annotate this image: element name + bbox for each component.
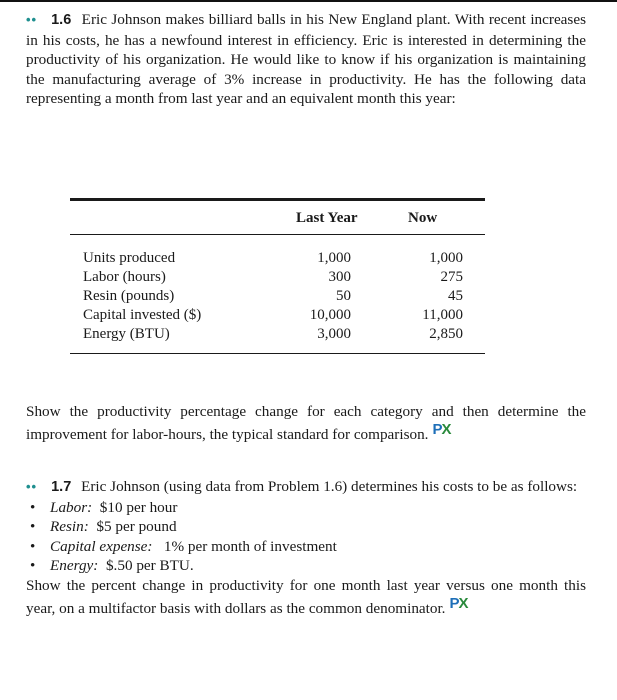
cost-term: Energy: [50,557,99,575]
cost-term: Capital expense: [50,537,153,555]
followup-paragraph [26,402,586,444]
cell-last-year: 1,000 [317,249,351,266]
cell-now: 45 [448,287,463,304]
problem-1-7-closing [26,576,586,618]
problem-1-7-intro-text: Eric Johnson (using data from Problem 1.6) determines his costs to be as follows: [81,478,578,495]
table-bottom-rule [70,353,485,355]
problem-1-6-text: Eric Johnson makes billiard balls in his New England plant. With recent increases in his costs, he has a newfound interest in efficiency. Eric is interested in determining the productivity of his organization. He would like to know if his organization is maintaining the manufacturing average of 3% increase in productivity. He has the following data representing a month from last year and an equivalent month this year: [26,11,586,108]
table-row [70,249,485,268]
followup-text: Show the productivity percentage change for each category and then determine the improvement for labor-hours, the typical standard for comparison. [26,403,586,443]
px-icon-p: P [449,594,460,612]
problem-1-6 [26,10,586,109]
column-header-last-year: Last Year [296,209,358,226]
cell-last-year: 10,000 [309,306,351,323]
px-icon-x: X [458,594,469,612]
cell-now: 275 [440,268,463,285]
px-icon-p: P [432,420,443,438]
column-header-now: Now [408,209,438,226]
list-item [26,537,586,557]
data-table [70,198,485,354]
cell-last-year: 50 [336,287,351,304]
cost-value: $10 per hour [99,498,178,516]
list-item [26,556,586,576]
table-row [70,287,485,306]
followup-section [26,402,586,444]
closing-text: Show the percent change in productivity for one month last year versus one month this year, on a multifactor basis with dollars as the common denominator. [26,576,586,617]
list-item [26,498,586,518]
problem-1-6-paragraph [26,10,586,109]
table-row [70,306,485,325]
cell-last-year: 3,000 [317,325,351,342]
cell-now: 2,850 [429,325,463,342]
problem-1-7 [26,477,586,618]
problem-1-7-intro [26,477,586,498]
px-icon [432,422,454,438]
row-label: Energy (BTU) [83,325,170,342]
cost-value: $.50 per BTU. [105,557,194,575]
list-item [26,517,586,537]
row-label: Capital invested ($) [83,306,202,323]
cost-term: Labor: [50,498,93,516]
px-icon-x: X [441,420,452,438]
cost-term: Resin: [50,518,89,536]
table-row [70,325,485,344]
top-rule [0,0,617,2]
px-icon [449,596,471,612]
row-label: Units produced [83,249,176,266]
cost-list [26,498,586,576]
table-header [70,202,485,235]
cost-value: $5 per pound [96,518,177,536]
cell-now: 11,000 [422,306,463,323]
table-row [70,268,485,287]
table-body [70,235,485,344]
cell-now: 1,000 [429,249,463,266]
row-label: Resin (pounds) [83,287,175,304]
difficulty-dots: •• [26,12,38,27]
cell-last-year: 300 [328,268,351,285]
table-top-rule [70,198,485,201]
problem-number: 1.7 [51,479,72,495]
row-label: Labor (hours) [83,268,166,285]
difficulty-dots: •• [26,479,38,494]
problem-number: 1.6 [51,12,72,28]
cost-value: 1% per month of investment [163,537,337,555]
